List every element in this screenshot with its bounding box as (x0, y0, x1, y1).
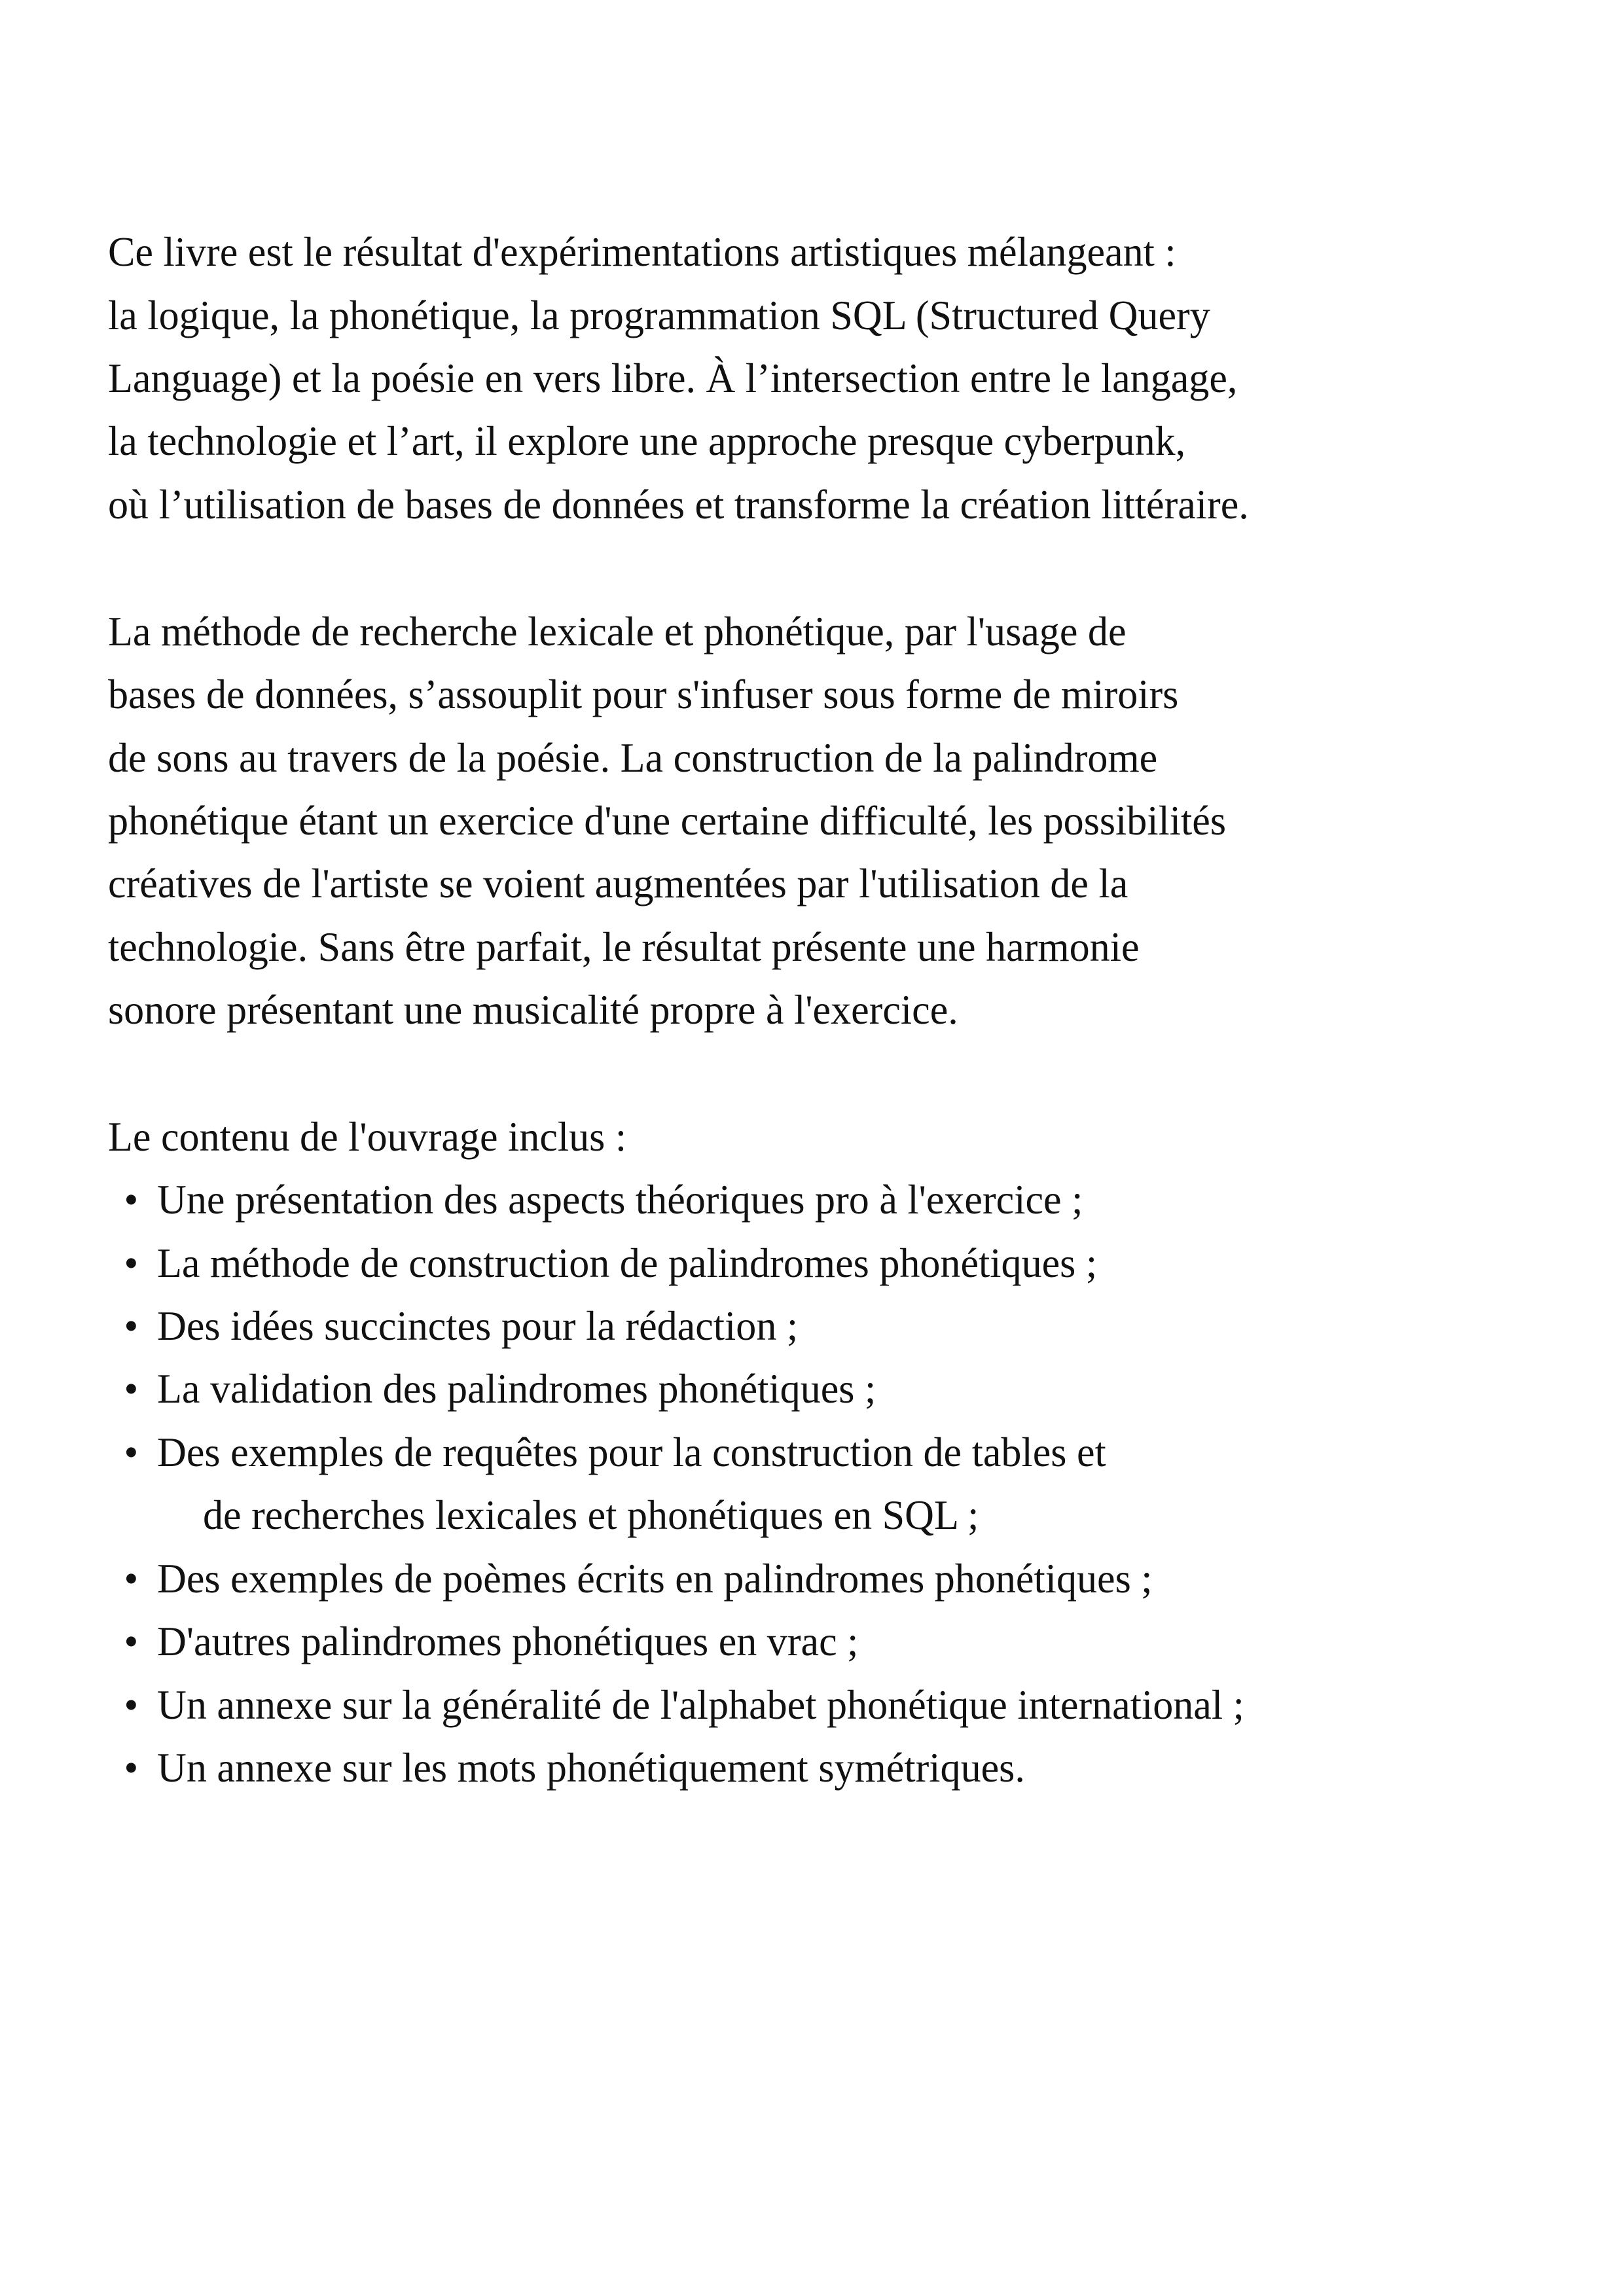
bullet-icon: • (124, 1240, 139, 1286)
list-item-text: La validation des palindromes phonétiques ; (157, 1365, 876, 1412)
list-item-text: Un annexe sur la généralité de l'alphabet phonétique international ; (157, 1681, 1244, 1728)
bullet-icon: • (124, 1555, 139, 1602)
list-item (124, 1426, 1106, 1479)
list-item-text: Des exemples de poèmes écrits en palindromes phonétiques ; (157, 1555, 1153, 1602)
text-line: sonore présentant une musicalité propre à l'exercice. (108, 986, 958, 1033)
text-line: technologie. Sans être parfait, le résultat présente une harmonie (108, 924, 1140, 970)
list-item (124, 1300, 799, 1352)
text-line: la technologie et l’art, il explore une approche presque cyberpunk, (108, 418, 1186, 464)
list-item-text: Des exemples de requêtes pour la construction de tables et (157, 1429, 1106, 1475)
list-item-text: Une présentation des aspects théoriques pro à l'exercice ; (157, 1176, 1083, 1223)
bullet-icon: • (124, 1176, 139, 1223)
list-item-continuation: de recherches lexicales et phonétiques en SQL ; (203, 1492, 979, 1538)
list-item (124, 1363, 876, 1415)
list-item-text: Un annexe sur les mots phonétiquement symétriques. (157, 1744, 1025, 1791)
list-item-text: Des idées succinctes pour la rédaction ; (157, 1302, 799, 1349)
bullet-icon: • (124, 1302, 139, 1349)
text-line: Ce livre est le résultat d'expérimentations artistiques mélangeant : (108, 228, 1176, 275)
bullet-icon: • (124, 1429, 139, 1475)
text-line: la logique, la phonétique, la programmation SQL (Structured Query (108, 292, 1210, 338)
text-line: où l’utilisation de bases de données et transforme la création littéraire. (108, 481, 1249, 528)
list-item (124, 1679, 1244, 1731)
bullet-icon: • (124, 1681, 139, 1728)
list-item (124, 1237, 1098, 1289)
contents-intro: Le contenu de l'ouvrage inclus : (108, 1113, 627, 1160)
list-item (124, 1174, 1083, 1226)
text-line: de sons au travers de la poésie. La construction de la palindrome (108, 734, 1158, 781)
list-item (124, 1615, 859, 1668)
list-item-text: La méthode de construction de palindromes phonétiques ; (157, 1240, 1098, 1286)
list-item (124, 1742, 1025, 1794)
text-line: bases de données, s’assouplit pour s'infuser sous forme de miroirs (108, 671, 1179, 717)
text-line: Language) et la poésie en vers libre. À l’intersection entre le langage, (108, 355, 1238, 401)
text-line: créatives de l'artiste se voient augmentées par l'utilisation de la (108, 860, 1128, 906)
bullet-icon: • (124, 1744, 139, 1791)
list-item-text: D'autres palindromes phonétiques en vrac ; (157, 1618, 859, 1664)
text-line: La méthode de recherche lexicale et phonétique, par l'usage de (108, 608, 1127, 655)
bullet-icon: • (124, 1365, 139, 1412)
text-line: phonétique étant un exercice d'une certaine difficulté, les possibilités (108, 797, 1227, 844)
list-item (124, 1552, 1153, 1605)
bullet-icon: • (124, 1618, 139, 1664)
